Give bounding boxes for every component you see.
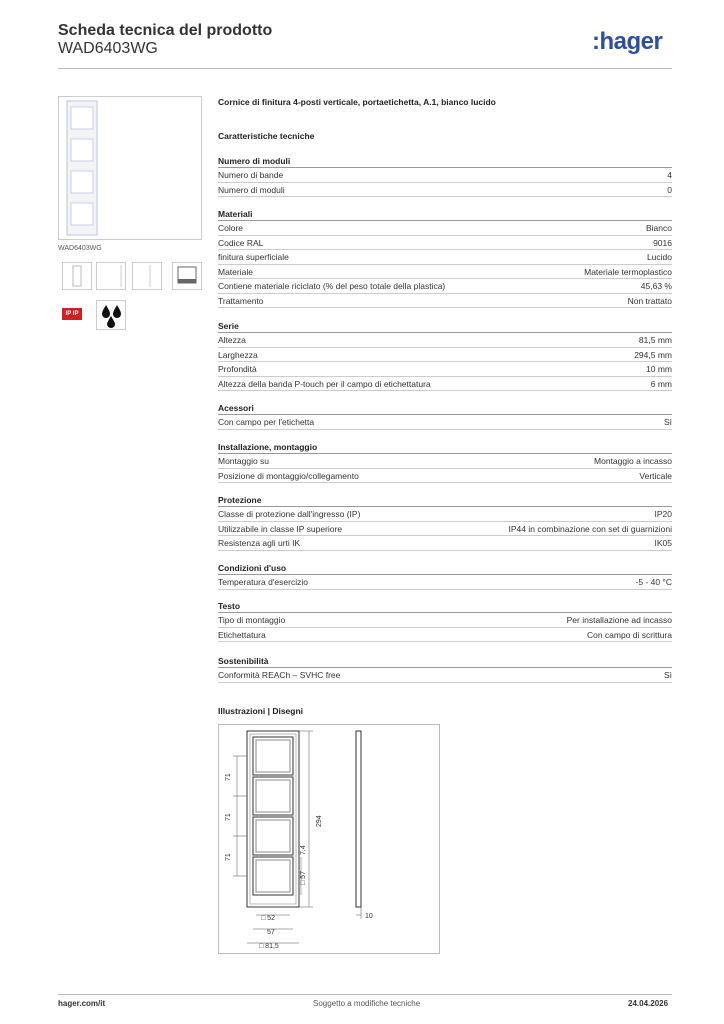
footer-website-link[interactable]: hager.com/it <box>58 999 106 1008</box>
dim-label-81-5: □ 81,5 <box>259 943 279 950</box>
dim-label-71-3: 71 <box>225 853 232 861</box>
spec-section-installazione <box>218 441 672 483</box>
section-title: Condizioni d'uso <box>218 562 672 575</box>
thumbnail-side-icon[interactable] <box>96 262 126 290</box>
section-title: Numero di moduli <box>218 155 672 168</box>
spec-row: Numero di moduli 0 <box>218 183 672 198</box>
spec-row: Tipo di montaggio Per installazione ad incasso <box>218 613 672 628</box>
footer-date: 24.04.2026 <box>628 999 669 1008</box>
spec-row: Materiale Materiale termoplastico <box>218 265 672 280</box>
spec-section-condizioni <box>218 562 672 590</box>
section-title: Serie <box>218 320 672 333</box>
spec-row: Con campo per l'etichetta Sì <box>218 415 672 430</box>
spec-section-accessori <box>218 402 672 430</box>
product-code: WAD6403WG <box>58 40 158 57</box>
spec-row: Resistenza agli urti IK IK05 <box>218 536 672 551</box>
section-title: Protezione <box>218 494 672 507</box>
section-title: Sostenibilità <box>218 655 672 668</box>
spec-row: Profondità 10 mm <box>218 362 672 377</box>
product-description: Cornice di finitura 4-posti verticale, portaetichetta, A.1, bianco lucido <box>218 97 496 107</box>
product-caption: WAD6403WG <box>58 245 102 252</box>
footer-divider <box>58 994 672 995</box>
technical-drawing <box>218 724 440 954</box>
thumbnail-drawing-icon[interactable] <box>172 262 202 290</box>
header-divider <box>58 68 672 69</box>
spec-row: Altezza della banda P-touch per il campo di etichettatura 6 mm <box>218 377 672 392</box>
spec-row: Numero di bande 4 <box>218 168 672 183</box>
spec-row: Codice RAL 9016 <box>218 236 672 251</box>
spec-row: Temperatura d'esercizio -5 - 40 °C <box>218 575 672 590</box>
spec-row: Larghezza 294,5 mm <box>218 348 672 363</box>
dim-label-71-1: 71 <box>225 773 232 781</box>
spec-row: Montaggio su Montaggio a incasso <box>218 454 672 469</box>
spec-row: Classe di protezione dall'ingresso (IP) IP20 <box>218 507 672 522</box>
spec-section-protezione <box>218 494 672 551</box>
dim-label-7-4: 7,4 <box>300 845 307 855</box>
spec-row: Contiene materiale riciclato (% del peso totale della plastica) 45,63 % <box>218 279 672 294</box>
dim-label-71-2: 71 <box>225 813 232 821</box>
hager-logo: :hager <box>592 28 663 55</box>
spec-row: Trattamento Non trattato <box>218 294 672 309</box>
product-image <box>58 96 202 240</box>
dim-label-52: □ 52 <box>261 915 275 922</box>
spec-section-sostenibilita <box>218 655 672 683</box>
dim-label-57-vertical: □ 57 <box>300 871 307 885</box>
spec-section-testo <box>218 600 672 642</box>
illustrations-title: Illustrazioni | Disegni <box>218 706 304 716</box>
spec-row: Posizione di montaggio/collegamento Verticale <box>218 469 672 484</box>
spec-section-moduli <box>218 155 672 197</box>
section-title: Acessori <box>218 402 672 415</box>
ip-badge-icon: IP IP <box>62 308 82 320</box>
footer-note: Soggetto a modifiche tecniche <box>313 999 421 1008</box>
spec-row: Etichettatura Con campo di scrittura <box>218 628 672 643</box>
section-title: Installazione, montaggio <box>218 441 672 454</box>
dim-label-294: 294 <box>316 815 323 827</box>
thumbnail-front-icon[interactable] <box>62 262 92 290</box>
specs-title: Caratteristiche tecniche <box>218 131 315 141</box>
spec-row: Colore Bianco <box>218 221 672 236</box>
spec-section-serie <box>218 320 672 391</box>
section-title: Testo <box>218 600 672 613</box>
dim-label-10: 10 <box>365 913 373 920</box>
thumbnail-profile-icon[interactable] <box>132 262 162 290</box>
spec-row: Utilizzabile in classe IP superiore IP44 in combinazione con set di guarnizioni <box>218 522 672 537</box>
water-drops-icon <box>96 300 126 330</box>
spec-section-materiali <box>218 208 672 308</box>
spec-row: Conformità REACh – SVHC free Sì <box>218 668 672 683</box>
dim-label-57: 57 <box>267 929 275 936</box>
page-title: Scheda tecnica del prodotto <box>58 22 273 39</box>
section-title: Materiali <box>218 208 672 221</box>
spec-row: Altezza 81,5 mm <box>218 333 672 348</box>
spec-row: finitura superficiale Lucido <box>218 250 672 265</box>
